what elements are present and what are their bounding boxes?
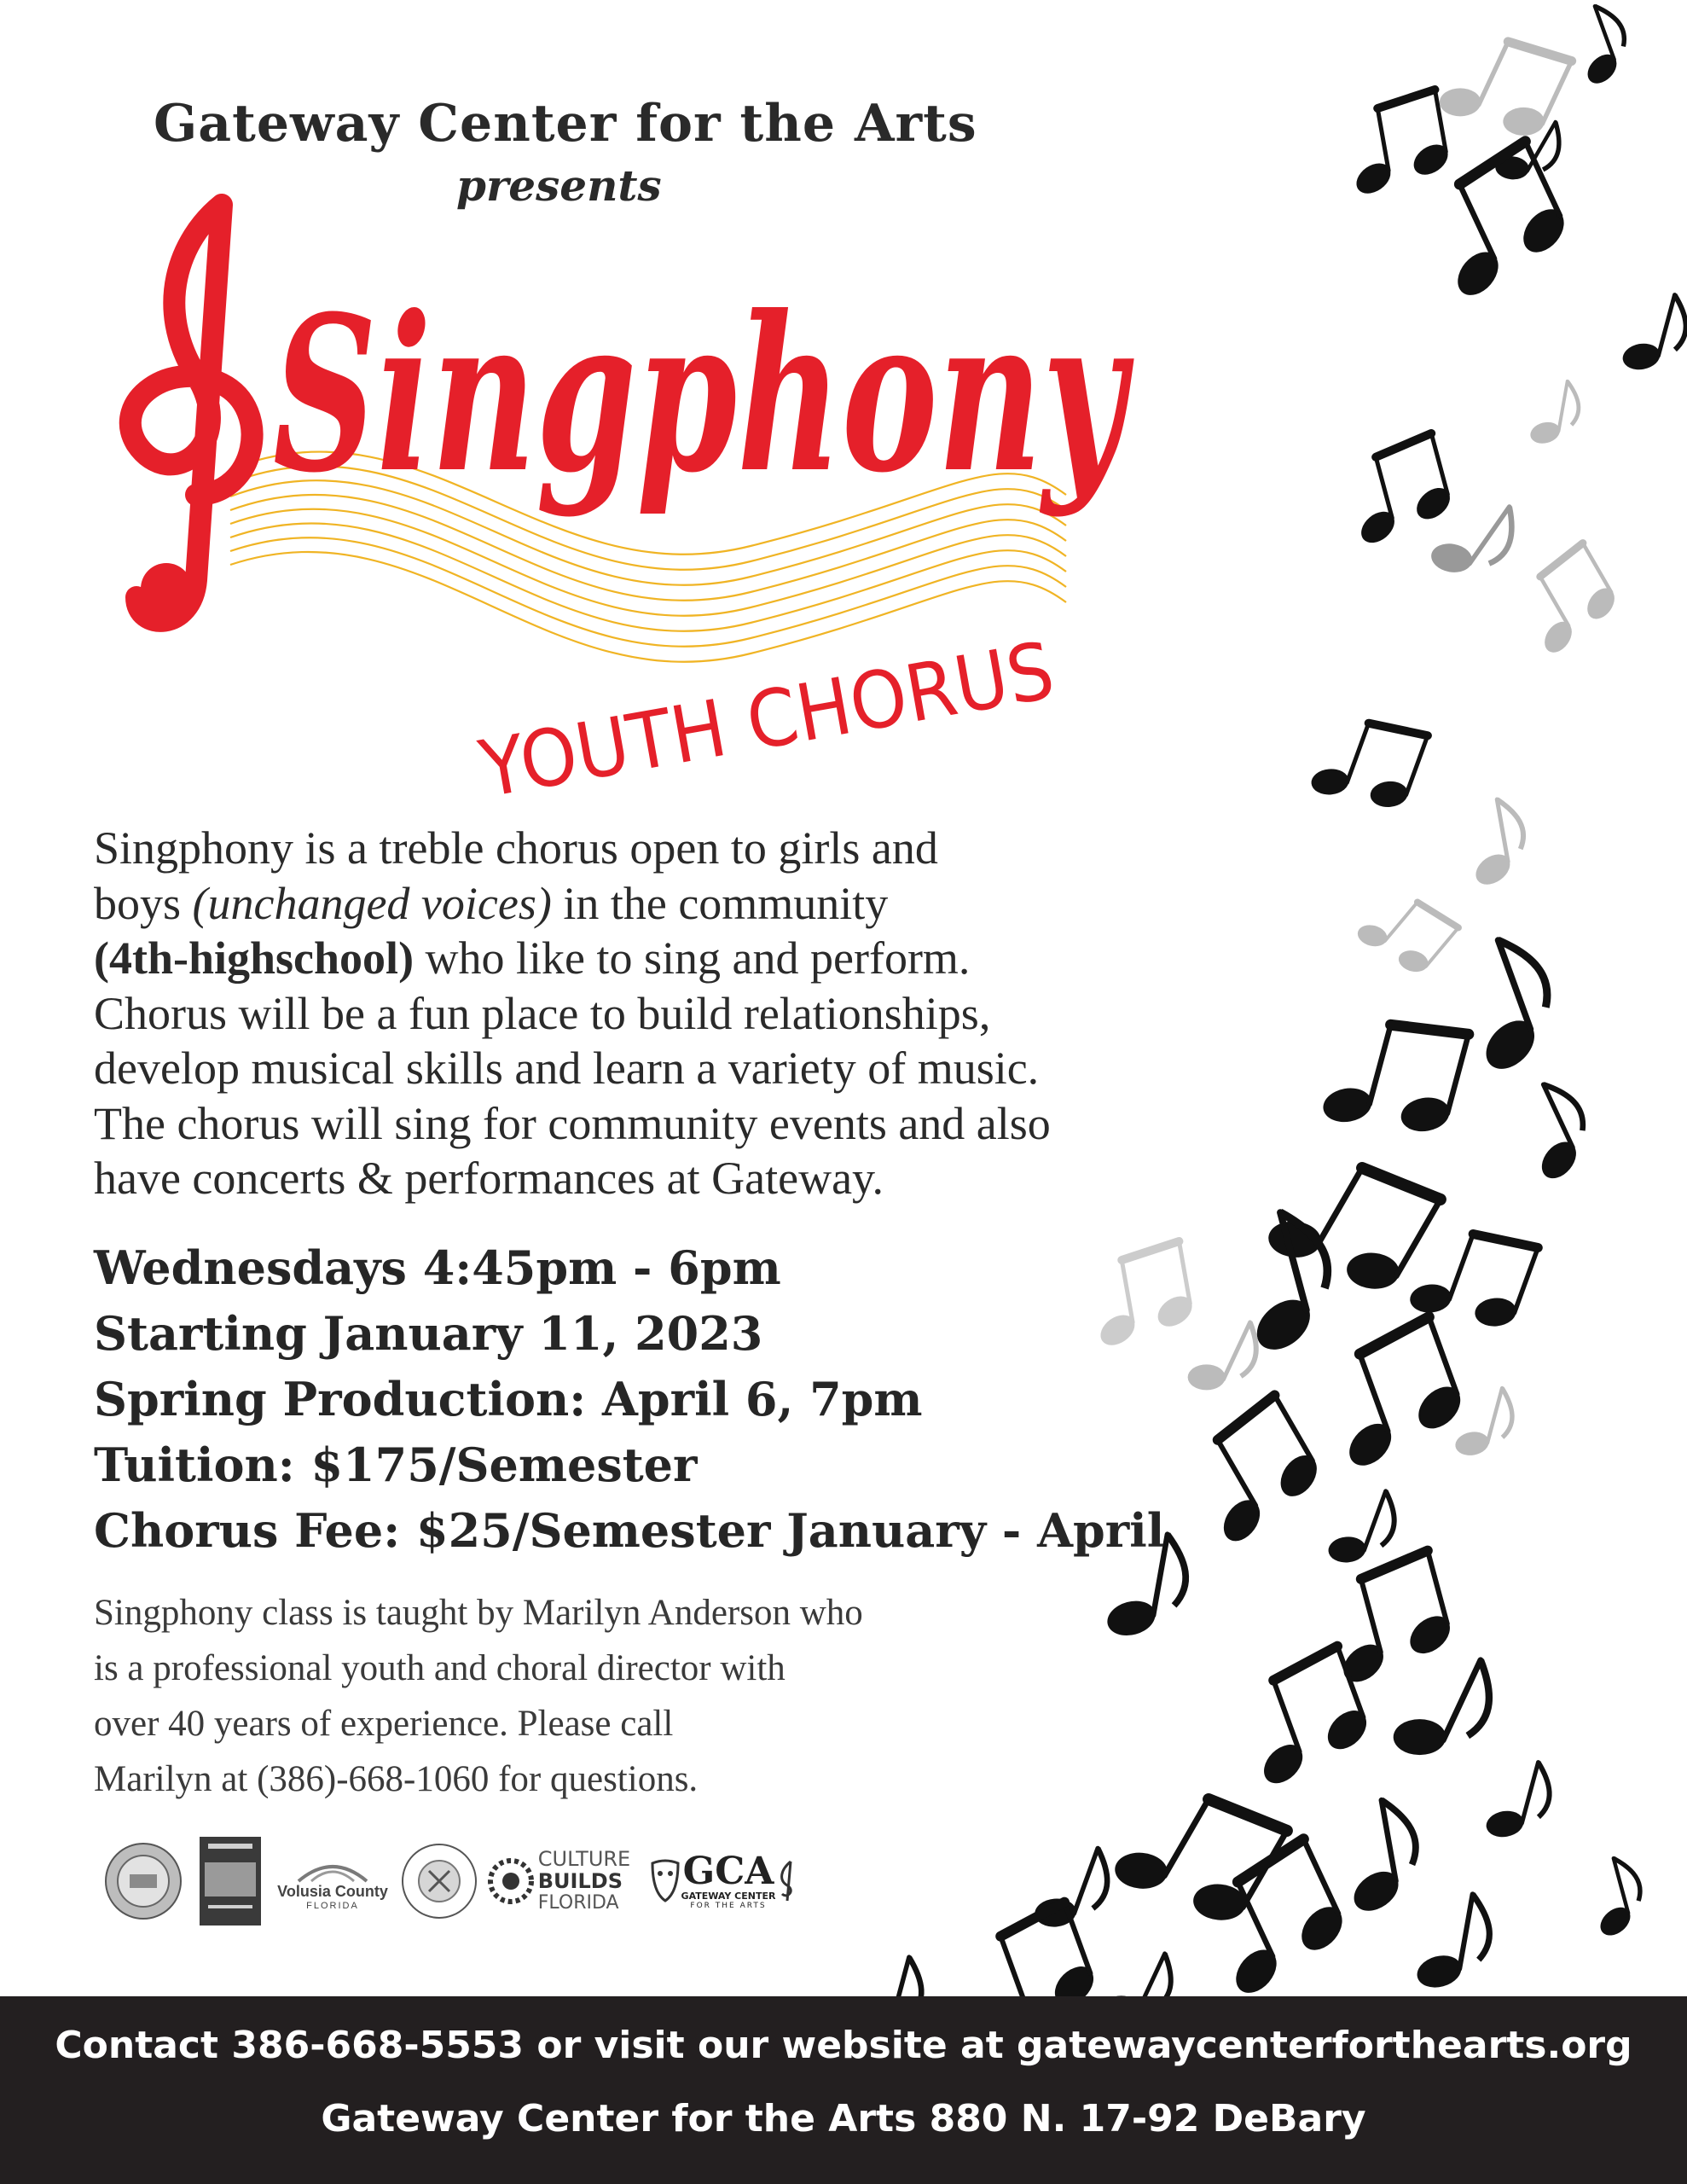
description-line-1: Singphony is a treble chorus open to girls and xyxy=(94,822,938,874)
music-note-icon xyxy=(1380,1637,1506,1783)
music-note-icon xyxy=(1478,1752,1557,1852)
presenter-name: Gateway Center for the Arts xyxy=(154,94,977,154)
description-line-7: have concerts & performances at Gateway. xyxy=(94,1153,884,1204)
presents-text: presents xyxy=(456,160,662,211)
description-line-2b: in the community xyxy=(551,877,889,929)
logo-subtitle: YOUTH CHORUS xyxy=(473,615,1112,816)
music-note-icon xyxy=(1309,1315,1480,1478)
music-note-icon xyxy=(1429,15,1578,160)
teacher-line-4: Marilyn at (386)-668-1060 for questions. xyxy=(94,1759,699,1799)
sunrise-icon xyxy=(294,1852,371,1883)
schedule-start-date: Starting January 11, 2023 xyxy=(94,1306,763,1361)
contact-footer xyxy=(0,1996,1687,2184)
description-grade-range: (4th-highschool) xyxy=(94,932,415,984)
teacher-line-2: is a professional youth and choral director with xyxy=(94,1648,786,1688)
tuition-fee: Tuition: $175/Semester xyxy=(94,1438,698,1492)
description-line-3b: who like to sing and perform. xyxy=(414,932,971,984)
music-note-icon xyxy=(1100,1762,1295,1952)
music-note-icon xyxy=(1562,0,1639,92)
music-note-icon xyxy=(1332,1796,1427,1921)
music-note-icon xyxy=(1313,1548,1464,1693)
description-line-4: Chorus will be a fun place to build relationships, xyxy=(94,987,991,1039)
schedule-day-time: Wednesdays 4:45pm - 6pm xyxy=(94,1240,781,1295)
treble-clef-icon xyxy=(130,205,252,621)
volusia-name: Volusia County xyxy=(277,1882,388,1900)
music-note-icon xyxy=(1459,796,1533,892)
description-line-6: The chorus will sing for community events and also xyxy=(94,1097,1051,1149)
music-note-icon xyxy=(1178,1306,1268,1410)
logo-title: Singphony xyxy=(273,269,1134,520)
music-note-icon xyxy=(1348,877,1462,990)
music-note-icon xyxy=(1173,1391,1339,1554)
music-note-icon xyxy=(1336,432,1463,552)
music-note-icon xyxy=(1615,285,1687,385)
music-note-icon xyxy=(1188,1836,1364,2007)
music-note-icon xyxy=(1313,1001,1476,1157)
teacher-info xyxy=(94,1585,863,1807)
gca-name: GATEWAY CENTER xyxy=(681,1890,776,1902)
teacher-line-1: Singphony class is taught by Marilyn Anderson who xyxy=(94,1593,863,1633)
contact-line: Contact 386-668-5553 or visit our website at gatewaycenterforthearts.org xyxy=(55,2024,1632,2067)
teacher-line-3: over 40 years of experience. Please call xyxy=(94,1704,674,1744)
theater-poster-logo xyxy=(196,1834,264,1928)
volusia-state: FLORIDA xyxy=(306,1900,359,1911)
culture-line-1: CULTURE xyxy=(537,1847,631,1871)
sponsor-logos xyxy=(102,1834,819,1928)
music-note-icon xyxy=(1505,1075,1604,1190)
schedule-details xyxy=(94,1235,1164,1564)
description-paragraph xyxy=(94,821,1228,1206)
gca-sub: FOR THE ARTS xyxy=(690,1901,767,1910)
music-note-icon xyxy=(1409,1886,1497,2002)
gateway-center-logo xyxy=(640,1834,810,1928)
florida-arts-culture-seal xyxy=(397,1834,482,1928)
culture-builds-florida-logo xyxy=(490,1834,631,1928)
volusia-county-logo xyxy=(273,1834,392,1928)
music-note-icon xyxy=(1580,1854,1651,1943)
music-note-icon xyxy=(1338,89,1458,201)
singphony-logo xyxy=(102,188,1211,816)
address-line: Gateway Center for the Arts 880 N. 17-92 DeBary xyxy=(321,2097,1366,2140)
gca-abbr: GCA xyxy=(682,1849,774,1893)
music-note-icon xyxy=(1025,1833,1119,1946)
music-note-icon xyxy=(1302,702,1434,828)
description-emphasis: (unchanged voices) xyxy=(192,877,552,929)
schedule-spring-production: Spring Production: April 6, 7pm xyxy=(94,1372,923,1426)
description-line-5: develop musical skills and learn a variety of music. xyxy=(94,1043,1040,1094)
treble-clef-small-icon xyxy=(775,1858,801,1904)
music-note-icon xyxy=(1506,540,1631,662)
description-line-2a: boys xyxy=(94,877,193,929)
culture-line-2: BUILDS xyxy=(537,1869,623,1893)
city-seal-logo xyxy=(102,1834,183,1928)
chorus-fee: Chorus Fee: $25/Semester January - April xyxy=(94,1503,1165,1558)
culture-line-3: FLORIDA xyxy=(537,1892,619,1914)
theater-mask-icon xyxy=(649,1858,681,1904)
music-note-icon xyxy=(1525,376,1583,454)
sunburst-icon xyxy=(487,1857,535,1905)
